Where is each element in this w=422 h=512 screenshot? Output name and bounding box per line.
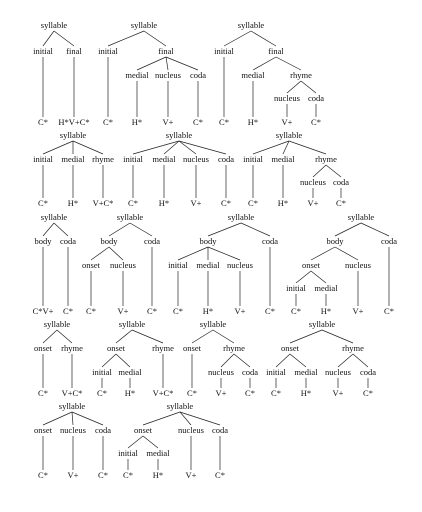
segment-c-star: C* xyxy=(38,117,48,127)
node-medial: medial xyxy=(314,283,338,293)
node-nucleus: nucleus xyxy=(155,70,181,80)
node-medial: medial xyxy=(146,448,170,458)
node-syllable: syllable xyxy=(166,401,194,411)
segment-c-star: C* xyxy=(311,117,321,127)
tree-edge xyxy=(253,57,276,70)
node-coda: coda xyxy=(261,236,279,246)
node-initial: initial xyxy=(33,154,53,164)
segment-c-star: C* xyxy=(38,470,48,480)
node-syllable: syllable xyxy=(116,212,144,222)
node-medial: medial xyxy=(294,367,318,377)
segment-h-starv-plusc-star: H*V+C* xyxy=(58,117,90,127)
tree-edge xyxy=(43,223,54,236)
segment-v-plus: V+ xyxy=(67,470,79,480)
node-nucleus: nucleus xyxy=(110,260,136,270)
tree-edge xyxy=(133,141,179,154)
tree-edge xyxy=(43,412,72,425)
segment-c-star: C* xyxy=(221,198,231,208)
node-coda: coda xyxy=(241,367,259,377)
tree-edge xyxy=(208,223,241,236)
node-initial: initial xyxy=(98,46,118,56)
tree-edge xyxy=(166,57,168,70)
tree-edge xyxy=(180,412,220,425)
tree-edge xyxy=(54,31,74,46)
node-medial: medial xyxy=(118,367,142,377)
node-syllable: syllable xyxy=(227,212,255,222)
tree-edge xyxy=(313,165,326,177)
node-onset: onset xyxy=(281,343,299,353)
segment-v-plus: V+ xyxy=(190,198,202,208)
segment-v-plusc-star: V+C* xyxy=(61,388,83,398)
tree-edge xyxy=(43,31,54,46)
node-initial: initial xyxy=(243,154,263,164)
node-medial: medial xyxy=(125,70,149,80)
tree-edge xyxy=(178,247,208,260)
node-coda: coda xyxy=(189,70,207,80)
segment-c-star: C* xyxy=(147,306,157,316)
tree-edge xyxy=(137,57,166,70)
node-initial: initial xyxy=(33,46,53,56)
node-body: body xyxy=(100,236,118,246)
node-syllable: syllable xyxy=(308,319,336,329)
tree-edge xyxy=(130,223,152,236)
node-rhyme: rhyme xyxy=(61,343,83,353)
node-medial: medial xyxy=(61,154,85,164)
node-coda: coda xyxy=(217,154,235,164)
node-onset: onset xyxy=(107,343,125,353)
node-onset: onset xyxy=(34,425,52,435)
segment-v-plus: V+ xyxy=(281,117,293,127)
tree-edge xyxy=(109,223,130,236)
node-medial: medial xyxy=(152,154,176,164)
segment-h-star: H* xyxy=(300,388,312,398)
tree-edge xyxy=(179,141,196,154)
segment-c-starv-plus: C*V+ xyxy=(32,306,54,316)
tree-edge xyxy=(311,247,335,260)
segment-c-star: C* xyxy=(173,306,183,316)
tree-edge xyxy=(296,271,311,283)
node-onset: onset xyxy=(183,343,201,353)
node-initial: initial xyxy=(123,154,143,164)
segment-c-star: C* xyxy=(336,198,346,208)
node-onset: onset xyxy=(134,425,152,435)
segment-h-star: H* xyxy=(247,117,259,127)
segment-h-star: H* xyxy=(131,117,143,127)
segment-c-star: C* xyxy=(38,388,48,398)
tree-edge xyxy=(290,330,322,343)
segment-h-star: H* xyxy=(277,198,289,208)
tree-edge xyxy=(192,330,213,343)
node-syllable: syllable xyxy=(40,20,68,30)
tree-edge xyxy=(311,271,326,283)
segment-c-star: C* xyxy=(97,388,107,398)
segment-c-star: C* xyxy=(215,470,225,480)
segment-h-star: H* xyxy=(67,198,79,208)
tree-edge xyxy=(116,354,130,367)
tree-edge xyxy=(108,31,144,46)
node-syllable: syllable xyxy=(118,319,146,329)
tree-edge xyxy=(301,81,316,93)
node-nucleus: nucleus xyxy=(274,93,300,103)
tree-edge xyxy=(143,436,158,448)
segment-c-star: C* xyxy=(363,388,373,398)
segment-c-star: C* xyxy=(123,470,133,480)
segment-c-star: C* xyxy=(98,470,108,480)
node-initial: initial xyxy=(118,448,138,458)
node-initial: initial xyxy=(92,367,112,377)
tree-edge xyxy=(109,247,123,260)
tree-edge xyxy=(338,354,353,367)
node-syllable: syllable xyxy=(199,319,227,329)
node-nucleus: nucleus xyxy=(208,367,234,377)
node-initial: initial xyxy=(286,283,306,293)
node-rhyme: rhyme xyxy=(92,154,114,164)
tree-edge xyxy=(43,330,57,343)
node-coda: coda xyxy=(94,425,112,435)
node-medial: medial xyxy=(241,70,265,80)
segment-v-plus: V+ xyxy=(185,470,197,480)
tree-edge xyxy=(276,354,290,367)
node-syllable: syllable xyxy=(165,130,193,140)
node-final: final xyxy=(268,46,284,56)
segment-v-plus: V+ xyxy=(307,198,319,208)
segment-h-star: H* xyxy=(320,306,332,316)
tree-edge xyxy=(326,165,341,177)
segment-c-star: C* xyxy=(187,388,197,398)
node-syllable: syllable xyxy=(347,212,375,222)
segment-h-star: H* xyxy=(124,388,136,398)
tree-edge xyxy=(322,330,353,343)
tree-edge xyxy=(361,223,389,236)
segment-c-star: C* xyxy=(63,306,73,316)
segment-v-plus: V+ xyxy=(332,388,344,398)
node-medial: medial xyxy=(271,154,295,164)
tree-edge xyxy=(102,354,116,367)
segment-v-plus: V+ xyxy=(117,306,129,316)
node-coda: coda xyxy=(332,177,350,187)
node-syllable: syllable xyxy=(58,401,86,411)
node-syllable: syllable xyxy=(59,130,87,140)
node-coda: coda xyxy=(211,425,229,435)
node-syllable: syllable xyxy=(275,130,303,140)
tree-edge xyxy=(72,412,73,425)
node-coda: coda xyxy=(59,236,77,246)
node-medial: medial xyxy=(196,260,220,270)
node-coda: coda xyxy=(307,93,325,103)
tree-edge xyxy=(143,412,180,425)
tree-edge xyxy=(289,141,326,154)
segment-v-plus: V+ xyxy=(162,117,174,127)
tree-edge xyxy=(144,31,166,46)
segment-v-plus: V+ xyxy=(352,306,364,316)
tree-edge xyxy=(132,330,163,343)
node-nucleus: nucleus xyxy=(183,154,209,164)
segment-h-star: H* xyxy=(158,198,170,208)
node-nucleus: nucleus xyxy=(325,367,351,377)
node-coda: coda xyxy=(380,236,398,246)
node-initial: initial xyxy=(168,260,188,270)
node-syllable: syllable xyxy=(130,20,158,30)
segment-c-star: C* xyxy=(193,117,203,127)
segment-c-star: C* xyxy=(103,117,113,127)
node-final: final xyxy=(66,46,82,56)
segment-v-plus: V+ xyxy=(215,388,227,398)
tree-edge xyxy=(72,412,103,425)
node-rhyme: rhyme xyxy=(152,343,174,353)
segment-c-star: C* xyxy=(384,306,394,316)
node-initial: initial xyxy=(266,367,286,377)
segment-h-star: H* xyxy=(152,470,164,480)
tree-edge xyxy=(224,31,251,46)
tree-edge xyxy=(335,247,358,260)
tree-edge xyxy=(57,330,72,343)
segment-c-star: C* xyxy=(128,198,138,208)
tree-edge xyxy=(290,354,306,367)
node-onset: onset xyxy=(82,260,100,270)
node-rhyme: rhyme xyxy=(342,343,364,353)
tree-edge xyxy=(179,141,226,154)
node-final: final xyxy=(158,46,174,56)
segment-c-star: C* xyxy=(245,388,255,398)
tree-edge xyxy=(241,223,270,236)
node-coda: coda xyxy=(359,367,377,377)
tree-edge xyxy=(166,57,198,70)
segment-c-star: C* xyxy=(219,117,229,127)
tree-edge xyxy=(251,31,276,46)
node-nucleus: nucleus xyxy=(178,425,204,435)
tree-edge xyxy=(276,57,301,70)
node-onset: onset xyxy=(34,343,52,353)
segment-c-star: C* xyxy=(248,198,258,208)
tree-edge xyxy=(234,354,250,367)
node-nucleus: nucleus xyxy=(227,260,253,270)
segment-h-star: H* xyxy=(202,306,214,316)
node-initial: initial xyxy=(214,46,234,56)
node-onset: onset xyxy=(302,260,320,270)
segment-v-plusc-star: V+C* xyxy=(92,198,114,208)
segment-c-star: C* xyxy=(271,388,281,398)
node-body: body xyxy=(326,236,344,246)
tree-edge xyxy=(353,354,368,367)
node-nucleus: nucleus xyxy=(345,260,371,270)
node-rhyme: rhyme xyxy=(290,70,312,80)
tree-edge xyxy=(128,436,143,448)
tree-edge xyxy=(221,354,234,367)
tree-edge xyxy=(213,330,234,343)
tree-edge xyxy=(335,223,361,236)
node-coda: coda xyxy=(143,236,161,246)
tree-edge xyxy=(91,247,109,260)
segment-c-star: C* xyxy=(291,306,301,316)
node-syllable: syllable xyxy=(40,212,68,222)
node-body: body xyxy=(199,236,217,246)
segment-v-plusc-star: V+C* xyxy=(152,388,174,398)
tree-edge xyxy=(43,141,73,154)
segment-v-plus: V+ xyxy=(234,306,246,316)
segment-c-star: C* xyxy=(86,306,96,316)
node-rhyme: rhyme xyxy=(223,343,245,353)
node-nucleus: nucleus xyxy=(60,425,86,435)
node-body: body xyxy=(34,236,52,246)
node-syllable: syllable xyxy=(237,20,265,30)
node-syllable: syllable xyxy=(43,319,71,329)
tree-edge xyxy=(73,141,103,154)
tree-edge xyxy=(116,330,132,343)
tree-edge xyxy=(287,81,301,93)
node-nucleus: nucleus xyxy=(300,177,326,187)
node-rhyme: rhyme xyxy=(315,154,337,164)
segment-c-star: C* xyxy=(38,198,48,208)
tree-edge xyxy=(54,223,68,236)
segment-c-star: C* xyxy=(265,306,275,316)
tree-edge xyxy=(208,247,240,260)
